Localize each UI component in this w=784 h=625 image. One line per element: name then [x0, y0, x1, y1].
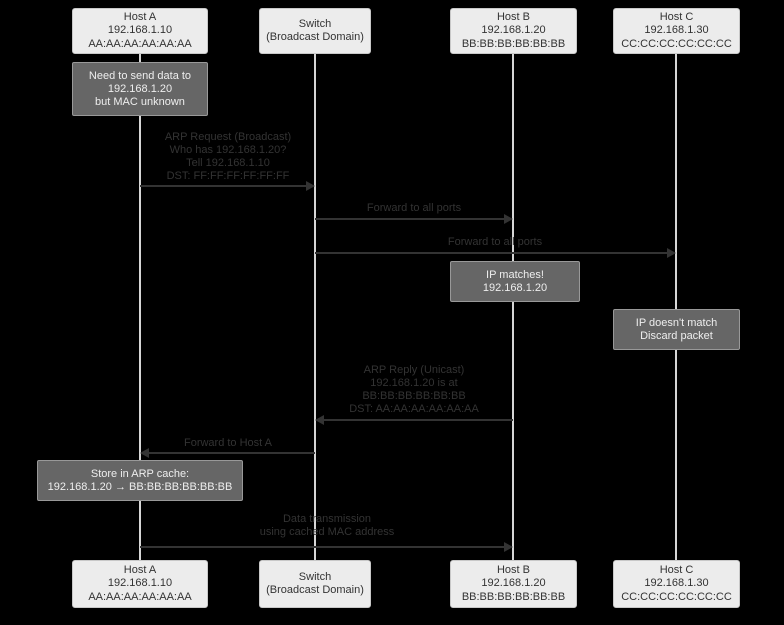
actor-top-box-host-a [72, 8, 208, 54]
message-line-text: Tell 192.168.1.10 [186, 157, 270, 169]
arrowhead-right-icon [667, 248, 676, 258]
arrowhead-left-icon [140, 448, 149, 458]
actor-label-line: Host C [659, 563, 694, 576]
message-line-text: Who has 192.168.1.20? [169, 144, 287, 156]
message-line-text: DST: FF:FF:FF:FF:FF:FF [166, 170, 290, 182]
actor-label-line: 192.168.1.30 [644, 24, 709, 37]
message-arp-request-arrow-line [140, 185, 308, 187]
actor-top-box-switch [259, 8, 371, 54]
message-line-text: BB:BB:BB:BB:BB:BB [362, 390, 466, 402]
message-forward-ports-c-label [448, 236, 542, 249]
actor-label-line: BB:BB:BB:BB:BB:BB [461, 590, 566, 603]
message-arp-request-label [165, 131, 291, 183]
note-store-arp-cache [37, 460, 243, 501]
arrowhead-left-icon [315, 415, 324, 425]
actor-label-line: Host A [123, 10, 157, 23]
actor-label-line: 192.168.1.30 [644, 577, 709, 590]
message-line-text: Data transmission [282, 513, 372, 525]
actor-label-line: AA:AA:AA:AA:AA:AA [88, 37, 192, 50]
message-line-text: Forward to all ports [447, 236, 543, 248]
actor-label-line: 192.168.1.10 [107, 24, 173, 37]
arrowhead-right-icon [306, 181, 315, 191]
actor-label-line: BB:BB:BB:BB:BB:BB [461, 37, 566, 50]
message-data-transmission-label [260, 513, 395, 539]
note-line: 192.168.1.20 [107, 82, 173, 95]
message-line-text: using cached MAC address [259, 526, 395, 538]
lifeline-host-b [512, 54, 514, 560]
note-line: Need to send data to [88, 69, 192, 82]
note-line: 192.168.1.20 → BB:BB:BB:BB:BB:BB [47, 480, 233, 493]
actor-bottom-box-host-a [72, 560, 208, 608]
note-line: IP doesn't match [635, 316, 718, 329]
actor-label-line: (Broadcast Domain) [266, 31, 364, 43]
note-ip-doesnt-match [613, 309, 740, 350]
actor-label-line: Host C [659, 10, 694, 23]
message-line-text: Forward to all ports [366, 202, 462, 214]
note-line: 192.168.1.20 [482, 281, 548, 294]
actor-label-line: Host B [496, 563, 530, 576]
message-forward-ports-c-arrow-line [315, 252, 669, 254]
message-forward-host-a-label [184, 437, 272, 450]
actor-label-line: AA:AA:AA:AA:AA:AA [88, 590, 192, 603]
message-data-transmission-arrow-line [140, 546, 506, 548]
actor-label-line: CC:CC:CC:CC:CC:CC [621, 590, 732, 603]
actor-top-box-host-c [613, 8, 740, 54]
message-forward-ports-b-label [367, 202, 461, 215]
message-line-text: ARP Reply (Unicast) [363, 364, 465, 376]
message-line-text: ARP Request (Broadcast) [164, 131, 292, 143]
note-ip-matches [450, 261, 580, 302]
lifeline-switch [314, 54, 316, 560]
actor-bottom-box-host-b [450, 560, 577, 608]
message-forward-host-a-arrow-line [147, 452, 315, 454]
arrowhead-right-icon [504, 214, 513, 224]
note-line: Discard packet [640, 329, 713, 342]
actor-label-line: Host B [496, 10, 530, 23]
actor-label-line: Switch [298, 570, 332, 583]
actor-label-line: 192.168.1.20 [481, 577, 546, 590]
actor-label-line: Switch [298, 17, 332, 30]
message-arp-reply-label [349, 364, 479, 416]
message-line-text: 192.168.1.20 is at [370, 377, 458, 389]
lifeline-host-c [675, 54, 677, 560]
message-line-text: DST: AA:AA:AA:AA:AA:AA [349, 403, 479, 415]
note-need-to-send-data [72, 62, 208, 116]
actor-bottom-box-host-c [613, 560, 740, 608]
actor-label-line: Host A [123, 563, 157, 576]
message-arp-reply-arrow-line [322, 419, 513, 421]
actor-label-line: (Broadcast Domain) [266, 584, 364, 596]
note-line: IP matches! [486, 268, 544, 281]
message-forward-ports-b-arrow-line [315, 218, 506, 220]
actor-label-line: CC:CC:CC:CC:CC:CC [621, 37, 732, 50]
message-line-text: Forward to Host A [183, 437, 273, 449]
note-line: Store in ARP cache: [90, 467, 190, 480]
actor-label-line: 192.168.1.20 [481, 24, 546, 37]
actor-label-line: 192.168.1.10 [107, 577, 173, 590]
actor-bottom-box-switch [259, 560, 371, 608]
arrowhead-right-icon [504, 542, 513, 552]
actor-top-box-host-b [450, 8, 577, 54]
note-line: but MAC unknown [95, 95, 185, 108]
